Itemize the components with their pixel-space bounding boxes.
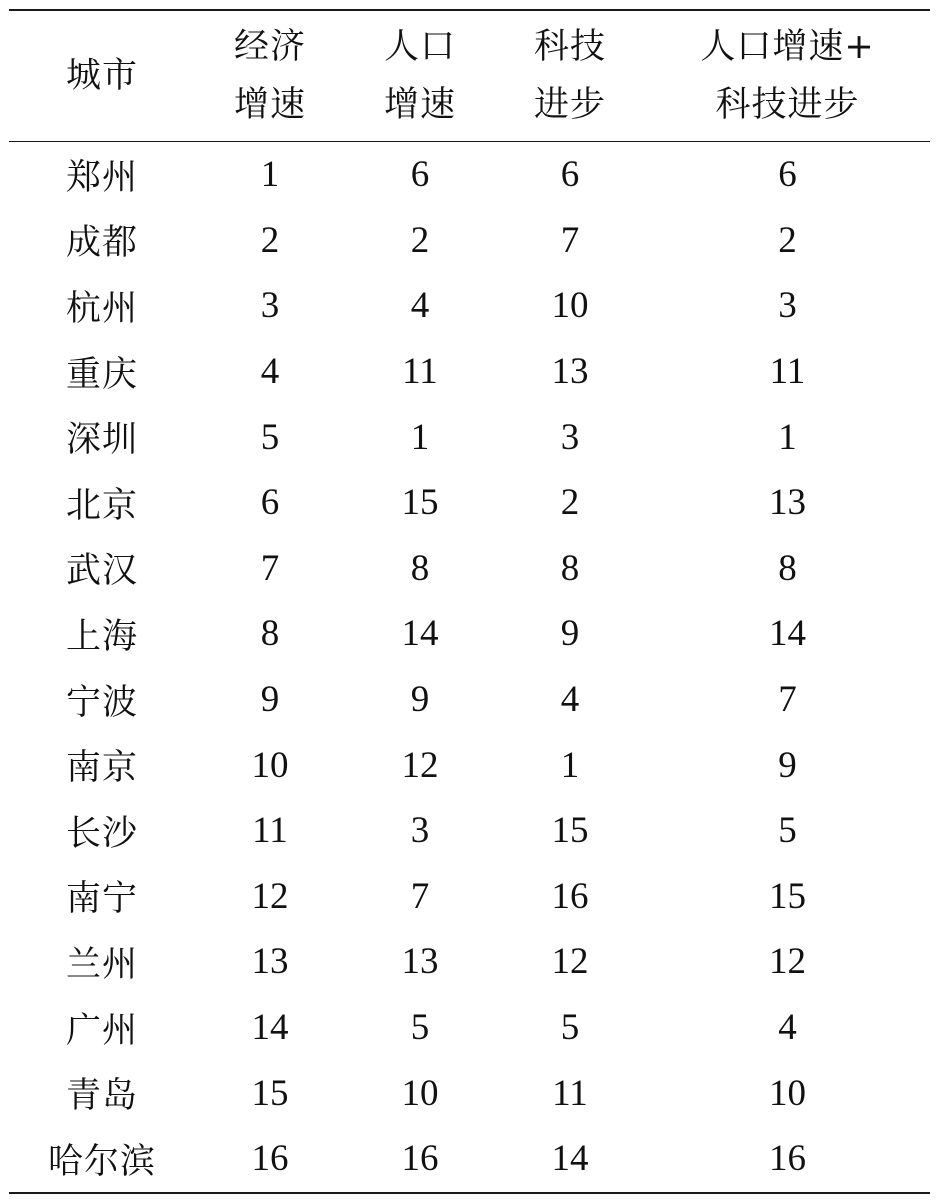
cell-population-growth: 3 — [410, 810, 430, 852]
cell-tech-progress: 16 — [551, 875, 589, 917]
cell-city: 郑州 — [65, 157, 138, 198]
cell-economic-growth: 11 — [252, 810, 288, 852]
cell-population-growth: 9 — [410, 679, 430, 721]
header-tech-progress-line-1: 科技 — [533, 27, 606, 67]
cell-economic-growth: 7 — [260, 547, 280, 589]
cell-pop-plus-tech: 7 — [778, 679, 797, 721]
cell-city: 宁波 — [65, 682, 138, 723]
cell-population-growth: 15 — [401, 482, 439, 524]
cell-city: 成都 — [65, 223, 138, 264]
table-row — [9, 929, 930, 995]
table-row — [9, 732, 930, 798]
cell-population-growth: 2 — [410, 219, 430, 261]
cell-economic-growth: 15 — [251, 1072, 289, 1114]
cell-pop-plus-tech: 1 — [778, 416, 797, 458]
cell-pop-plus-tech: 2 — [778, 219, 797, 261]
cell-tech-progress: 11 — [552, 1072, 588, 1114]
cell-city: 南京 — [65, 748, 138, 789]
table-row — [9, 1060, 930, 1126]
cell-pop-plus-tech: 13 — [769, 482, 806, 524]
cell-city: 深圳 — [65, 420, 138, 461]
header-pop-plus-tech-line-2: 科技进步 — [715, 85, 860, 125]
cell-tech-progress: 3 — [560, 416, 580, 458]
cell-pop-plus-tech: 9 — [778, 744, 797, 786]
cell-tech-progress: 5 — [560, 1007, 580, 1049]
cell-population-growth: 8 — [410, 547, 430, 589]
table-row — [9, 864, 930, 930]
cell-tech-progress: 13 — [551, 351, 589, 393]
cell-pop-plus-tech: 11 — [769, 351, 806, 393]
cell-tech-progress: 1 — [560, 744, 580, 786]
header-economic-growth — [195, 10, 345, 142]
header-pop-plus-tech-line-1: 人口增速+ — [700, 27, 875, 67]
cell-population-growth: 12 — [401, 744, 439, 786]
header-tech-progress-line-2: 进步 — [533, 85, 606, 125]
header-economic-growth-line-1: 经济 — [233, 27, 306, 67]
table-row — [9, 798, 930, 864]
cell-tech-progress: 7 — [560, 219, 580, 261]
cell-city: 广州 — [65, 1010, 138, 1051]
cell-pop-plus-tech: 3 — [778, 285, 797, 327]
cell-pop-plus-tech: 16 — [769, 1138, 806, 1180]
table-row — [9, 995, 930, 1061]
cell-economic-growth: 1 — [260, 154, 280, 196]
cell-pop-plus-tech: 8 — [778, 547, 797, 589]
header-pop-plus-tech — [645, 10, 930, 142]
cell-economic-growth: 14 — [251, 1007, 289, 1049]
cell-pop-plus-tech: 4 — [778, 1007, 797, 1049]
table-row — [9, 142, 930, 208]
cell-economic-growth: 8 — [260, 613, 280, 655]
city-ranking-table — [9, 9, 930, 1194]
cell-tech-progress: 8 — [560, 547, 580, 589]
cell-population-growth: 7 — [410, 875, 430, 917]
cell-pop-plus-tech: 6 — [778, 154, 797, 196]
cell-economic-growth: 5 — [260, 416, 280, 458]
cell-population-growth: 14 — [401, 613, 439, 655]
cell-city: 杭州 — [65, 288, 138, 329]
cell-pop-plus-tech: 5 — [778, 810, 797, 852]
cell-city: 哈尔滨 — [47, 1141, 156, 1182]
table-row — [9, 273, 930, 339]
cell-city: 兰州 — [65, 944, 138, 985]
cell-tech-progress: 4 — [560, 679, 580, 721]
cell-economic-growth: 13 — [251, 941, 289, 983]
table-row — [9, 339, 930, 405]
cell-economic-growth: 6 — [260, 482, 280, 524]
cell-economic-growth: 9 — [260, 679, 280, 721]
cell-pop-plus-tech: 15 — [769, 875, 806, 917]
cell-tech-progress: 2 — [560, 482, 580, 524]
table-body — [9, 142, 930, 1193]
cell-tech-progress: 9 — [560, 613, 580, 655]
cell-city: 北京 — [65, 485, 138, 526]
header-population-growth-line-2: 增速 — [383, 85, 456, 125]
cell-economic-growth: 12 — [251, 875, 289, 917]
cell-city: 武汉 — [65, 551, 138, 592]
cell-tech-progress: 15 — [551, 810, 589, 852]
cell-tech-progress: 12 — [551, 941, 589, 983]
table-row — [9, 536, 930, 602]
cell-economic-growth: 16 — [251, 1138, 289, 1180]
cell-population-growth: 13 — [401, 941, 439, 983]
cell-population-growth: 6 — [410, 154, 430, 196]
cell-population-growth: 4 — [410, 285, 430, 327]
cell-population-growth: 5 — [410, 1007, 430, 1049]
header-population-growth-line-1: 人口 — [383, 27, 456, 67]
table-row — [9, 470, 930, 536]
table-row — [9, 1126, 930, 1193]
header-tech-progress — [495, 10, 645, 142]
header-city-line: 城市 — [65, 56, 138, 96]
cell-population-growth: 1 — [410, 416, 430, 458]
cell-city: 重庆 — [65, 354, 138, 395]
cell-city: 青岛 — [65, 1076, 138, 1117]
table-row — [9, 667, 930, 733]
cell-tech-progress: 6 — [560, 154, 580, 196]
cell-population-growth: 10 — [401, 1072, 439, 1114]
table-row — [9, 404, 930, 470]
header-economic-growth-line-2: 增速 — [233, 85, 306, 125]
cell-tech-progress: 14 — [551, 1138, 589, 1180]
table-row — [9, 601, 930, 667]
header-city — [9, 10, 195, 142]
cell-economic-growth: 3 — [260, 285, 280, 327]
header-population-growth — [345, 10, 495, 142]
cell-pop-plus-tech: 12 — [769, 941, 806, 983]
cell-city: 长沙 — [65, 813, 138, 854]
cell-population-growth: 16 — [401, 1138, 439, 1180]
cell-city: 南宁 — [65, 879, 138, 920]
table-row — [9, 208, 930, 274]
cell-economic-growth: 10 — [251, 744, 289, 786]
cell-tech-progress: 10 — [551, 285, 589, 327]
cell-pop-plus-tech: 14 — [769, 613, 806, 655]
cell-economic-growth: 4 — [260, 351, 280, 393]
table-header — [9, 10, 930, 142]
cell-city: 上海 — [65, 616, 138, 657]
header-row — [9, 10, 930, 142]
cell-population-growth: 11 — [402, 351, 438, 393]
cell-pop-plus-tech: 10 — [769, 1072, 806, 1114]
cell-economic-growth: 2 — [260, 219, 280, 261]
